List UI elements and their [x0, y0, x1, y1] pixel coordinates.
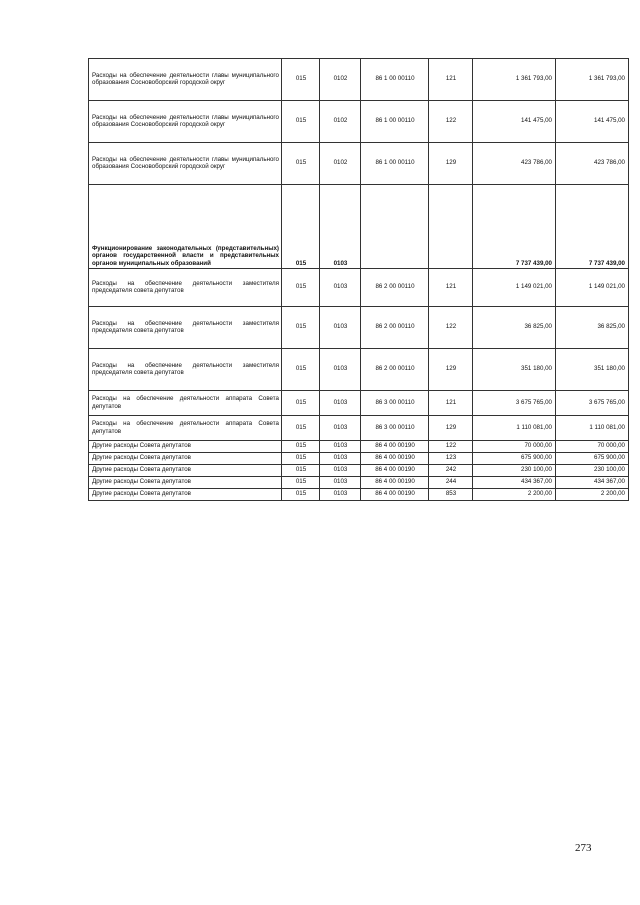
amount-secondary: 423 786,00 — [556, 143, 629, 185]
amount-primary: 423 786,00 — [473, 143, 556, 185]
department-code: 015 — [282, 441, 320, 453]
target-article-code: 86 2 00 00110 — [361, 349, 429, 391]
section-code: 0103 — [320, 307, 361, 349]
target-article-code: 86 4 00 00190 — [361, 477, 429, 489]
department-code: 015 — [282, 489, 320, 501]
amount-primary: 1 361 793,00 — [473, 59, 556, 101]
expense-type-code: 122 — [429, 101, 473, 143]
amount-secondary: 1 149 021,00 — [556, 269, 629, 307]
target-article-code: 86 1 00 00110 — [361, 59, 429, 101]
expense-type-code — [429, 185, 473, 269]
target-article-code: 86 4 00 00190 — [361, 453, 429, 465]
table-row — [89, 477, 629, 489]
amount-primary: 351 180,00 — [473, 349, 556, 391]
department-code: 015 — [282, 349, 320, 391]
section-code: 0103 — [320, 416, 361, 441]
section-code: 0102 — [320, 59, 361, 101]
target-article-code: 86 1 00 00110 — [361, 143, 429, 185]
row-description: Расходы на обеспечение деятельности главы муниципального образования Сосновоборский городской округ — [89, 101, 282, 143]
amount-primary: 2 200,00 — [473, 489, 556, 501]
amount-secondary: 141 475,00 — [556, 101, 629, 143]
amount-primary: 434 367,00 — [473, 477, 556, 489]
amount-secondary: 1 361 793,00 — [556, 59, 629, 101]
expense-type-code: 121 — [429, 391, 473, 416]
amount-primary: 141 475,00 — [473, 101, 556, 143]
table-row — [89, 307, 629, 349]
target-article-code: 86 3 00 00110 — [361, 391, 429, 416]
target-article-code: 86 4 00 00190 — [361, 465, 429, 477]
expense-type-code: 122 — [429, 307, 473, 349]
amount-secondary: 36 825,00 — [556, 307, 629, 349]
table-row — [89, 101, 629, 143]
target-article-code: 86 4 00 00190 — [361, 441, 429, 453]
target-article-code: 86 2 00 00110 — [361, 269, 429, 307]
amount-secondary: 434 367,00 — [556, 477, 629, 489]
amount-primary: 1 110 081,00 — [473, 416, 556, 441]
amount-primary: 1 149 021,00 — [473, 269, 556, 307]
section-code: 0103 — [320, 489, 361, 501]
expense-type-code: 853 — [429, 489, 473, 501]
budget-table — [88, 58, 629, 501]
expense-type-code: 121 — [429, 269, 473, 307]
target-article-code — [361, 185, 429, 269]
row-description: Другие расходы Совета депутатов — [89, 441, 282, 453]
amount-secondary: 3 675 765,00 — [556, 391, 629, 416]
row-description: Расходы на обеспечение деятельности аппарата Совета депутатов — [89, 391, 282, 416]
expense-type-code: 129 — [429, 416, 473, 441]
section-code: 0103 — [320, 465, 361, 477]
table-row — [89, 453, 629, 465]
target-article-code: 86 3 00 00110 — [361, 416, 429, 441]
amount-secondary: 1 110 081,00 — [556, 416, 629, 441]
expense-type-code: 123 — [429, 453, 473, 465]
row-description: Расходы на обеспечение деятельности заместителя председателя совета депутатов — [89, 269, 282, 307]
amount-secondary: 675 900,00 — [556, 453, 629, 465]
amount-primary: 675 900,00 — [473, 453, 556, 465]
row-description: Расходы на обеспечение деятельности главы муниципального образования Сосновоборский городской округ — [89, 143, 282, 185]
amount-primary: 230 100,00 — [473, 465, 556, 477]
section-code: 0103 — [320, 453, 361, 465]
row-description: Расходы на обеспечение деятельности аппарата Совета депутатов — [89, 416, 282, 441]
section-code: 0103 — [320, 441, 361, 453]
row-description: Расходы на обеспечение деятельности главы муниципального образования Сосновоборский городской округ — [89, 59, 282, 101]
department-code: 015 — [282, 307, 320, 349]
row-description: Расходы на обеспечение деятельности заместителя председателя совета депутатов — [89, 349, 282, 391]
target-article-code: 86 4 00 00190 — [361, 489, 429, 501]
table-row — [89, 143, 629, 185]
expense-type-code: 129 — [429, 143, 473, 185]
row-description: Другие расходы Совета депутатов — [89, 489, 282, 501]
department-code: 015 — [282, 453, 320, 465]
section-code: 0102 — [320, 143, 361, 185]
row-description: Другие расходы Совета депутатов — [89, 453, 282, 465]
section-code: 0103 — [320, 349, 361, 391]
table-row — [89, 59, 629, 101]
target-article-code: 86 2 00 00110 — [361, 307, 429, 349]
table-row — [89, 416, 629, 441]
section-code: 0103 — [320, 391, 361, 416]
section-code: 0103 — [320, 185, 361, 269]
department-code: 015 — [282, 416, 320, 441]
department-code: 015 — [282, 185, 320, 269]
department-code: 015 — [282, 477, 320, 489]
row-description: Расходы на обеспечение деятельности заместителя председателя совета депутатов — [89, 307, 282, 349]
department-code: 015 — [282, 465, 320, 477]
department-code: 015 — [282, 59, 320, 101]
amount-primary: 70 000,00 — [473, 441, 556, 453]
amount-secondary: 70 000,00 — [556, 441, 629, 453]
section-total-row — [89, 185, 629, 269]
expense-type-code: 129 — [429, 349, 473, 391]
table-row — [89, 391, 629, 416]
amount-secondary: 351 180,00 — [556, 349, 629, 391]
amount-primary: 3 675 765,00 — [473, 391, 556, 416]
row-description: Другие расходы Совета депутатов — [89, 477, 282, 489]
amount-primary: 36 825,00 — [473, 307, 556, 349]
department-code: 015 — [282, 143, 320, 185]
expense-type-code: 244 — [429, 477, 473, 489]
department-code: 015 — [282, 101, 320, 143]
department-code: 015 — [282, 269, 320, 307]
row-description: Функционирование законодательных (представительных) органов государственной власти и представительных органов муниципальных образований — [89, 185, 282, 269]
expense-type-code: 122 — [429, 441, 473, 453]
section-code: 0102 — [320, 101, 361, 143]
section-code: 0103 — [320, 269, 361, 307]
table-row — [89, 349, 629, 391]
table-row — [89, 441, 629, 453]
section-code: 0103 — [320, 477, 361, 489]
table-row — [89, 465, 629, 477]
table-row — [89, 269, 629, 307]
table-row — [89, 489, 629, 501]
expense-type-code: 242 — [429, 465, 473, 477]
amount-secondary: 230 100,00 — [556, 465, 629, 477]
amount-secondary: 7 737 439,00 — [556, 185, 629, 269]
page-number: 273 — [575, 842, 592, 854]
target-article-code: 86 1 00 00110 — [361, 101, 429, 143]
expense-type-code: 121 — [429, 59, 473, 101]
amount-primary: 7 737 439,00 — [473, 185, 556, 269]
department-code: 015 — [282, 391, 320, 416]
row-description: Другие расходы Совета депутатов — [89, 465, 282, 477]
amount-secondary: 2 200,00 — [556, 489, 629, 501]
